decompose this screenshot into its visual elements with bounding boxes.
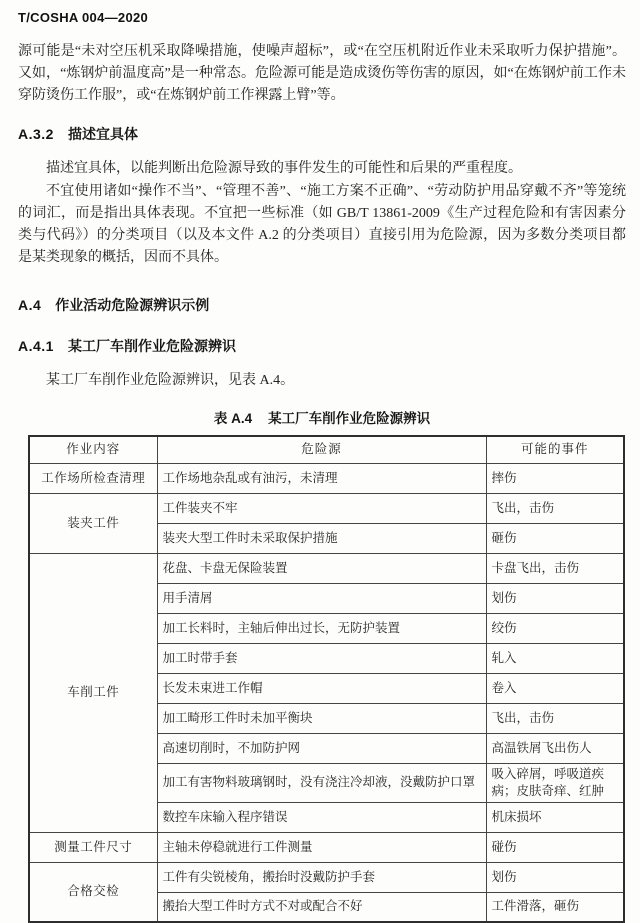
table-header	[29, 436, 624, 463]
table-row	[29, 463, 624, 493]
event-cell: 吸入碎屑，呼吸道疾病；皮肤奇痒、红肿	[486, 763, 624, 802]
hazard-cell: 花盘、卡盘无保险装置	[157, 553, 486, 583]
event-cell: 卷入	[486, 673, 624, 703]
table-caption-label: 表 A.4	[213, 411, 253, 426]
heading-number: A.3.2	[18, 126, 54, 142]
hazard-cell: 主轴未停稳就进行工件测量	[157, 832, 486, 862]
hazard-cell: 高速切削时，不加防护网	[157, 733, 486, 763]
activity-cell: 工作场所检查清理	[29, 463, 157, 493]
activity-cell: 测量工件尺寸	[29, 832, 157, 862]
table-row	[29, 862, 624, 892]
event-cell: 划伤	[486, 583, 624, 613]
activity-cell: 车削工件	[29, 553, 157, 832]
event-cell: 机床损坏	[486, 802, 624, 832]
hazard-cell: 用手清屑	[157, 583, 486, 613]
event-cell: 绞伤	[486, 613, 624, 643]
table-caption	[18, 407, 626, 427]
table-row	[29, 832, 624, 862]
hazard-cell: 搬抬大型工件时方式不对或配合不好	[157, 892, 486, 922]
column-header-hazard: 危险源	[157, 436, 486, 463]
column-header-activity: 作业内容	[29, 436, 157, 463]
hazard-cell: 工件装夹不牢	[157, 493, 486, 523]
hazard-identification-table	[28, 435, 625, 923]
column-header-event: 可能的事件	[486, 436, 624, 463]
running-header: T/COSHA 004—2020	[18, 10, 149, 25]
heading-number: A.4.1	[18, 338, 54, 354]
paragraph-specific-2: 不宜使用诸如“操作不当”、“管理不善”、“施工方案不正确”、“劳动防护用品穿戴不齐”等笼统的词汇，而是指出具体表现。不宜把一些标准（如 GB/T 13861-2009《生产过程危险和有害因素分类与代码》）的分类项目（以及本文件 A.2 的分类项目）直接引用为危险源，因为多数分类项目都是某类现象的概括，因而不具体。	[18, 184, 626, 265]
heading-number: A.4	[18, 297, 42, 313]
table-body	[29, 463, 624, 922]
event-cell: 摔伤	[486, 463, 624, 493]
heading-title: 某工厂车削作业危险源辨识	[67, 338, 236, 354]
hazard-cell: 加工长料时，主轴后伸出过长，无防护装置	[157, 613, 486, 643]
paragraph-table-reference: 某工厂车削作业危险源辨识，见表 A.4。	[46, 373, 295, 388]
event-cell: 砸伤	[486, 523, 624, 553]
event-cell: 卡盘飞出，击伤	[486, 553, 624, 583]
table-row	[29, 493, 624, 523]
heading-a4	[18, 295, 626, 315]
event-cell: 高温铁屑飞出伤人	[486, 733, 624, 763]
paragraph-specific-1: 描述宜具体，以能判断出危险源导致的事件发生的可能性和后果的严重程度。	[46, 161, 522, 176]
paragraph-continuation: 源可能是“未对空压机采取降噪措施，使噪声超标”，或“在空压机附近作业未采取听力保护措施”。又如，“炼钢炉前温度高”是一种常态。危险源可能是造成烫伤等伤害的原因，如“在炼钢炉前工作未穿防烫伤工作服”，或“在炼钢炉前工作裸露上臂”等。	[18, 44, 626, 103]
heading-a41	[18, 336, 626, 356]
event-cell: 碰伤	[486, 832, 624, 862]
event-cell: 飞出，击伤	[486, 493, 624, 523]
hazard-cell: 工件有尖锐棱角，搬抬时没戴防护手套	[157, 862, 486, 892]
activity-cell: 合格交检	[29, 862, 157, 922]
event-cell: 工件滑落，砸伤	[486, 892, 624, 922]
hazard-cell: 装夹大型工件时未采取保护措施	[157, 523, 486, 553]
table-row	[29, 553, 624, 583]
heading-title: 描述宜具体	[67, 126, 138, 142]
hazard-cell: 加工时带手套	[157, 643, 486, 673]
hazard-cell: 工作场地杂乱或有油污，未清理	[157, 463, 486, 493]
activity-cell: 装夹工件	[29, 493, 157, 553]
table-caption-title: 某工厂车削作业危险源辨识	[268, 411, 431, 426]
event-cell: 轧入	[486, 643, 624, 673]
event-cell: 划伤	[486, 862, 624, 892]
table-header-row	[29, 436, 624, 463]
hazard-cell: 加工畸形工件时未加平衡块	[157, 703, 486, 733]
event-cell: 飞出，击伤	[486, 703, 624, 733]
hazard-cell: 长发未束进工作帽	[157, 673, 486, 703]
hazard-cell: 数控车床输入程序错误	[157, 802, 486, 832]
hazard-cell: 加工有害物料玻璃钢时，没有浇注冷却液，没戴防护口罩	[157, 763, 486, 802]
heading-a32	[18, 124, 626, 144]
heading-title: 作业活动危险源辨识示例	[55, 297, 210, 313]
